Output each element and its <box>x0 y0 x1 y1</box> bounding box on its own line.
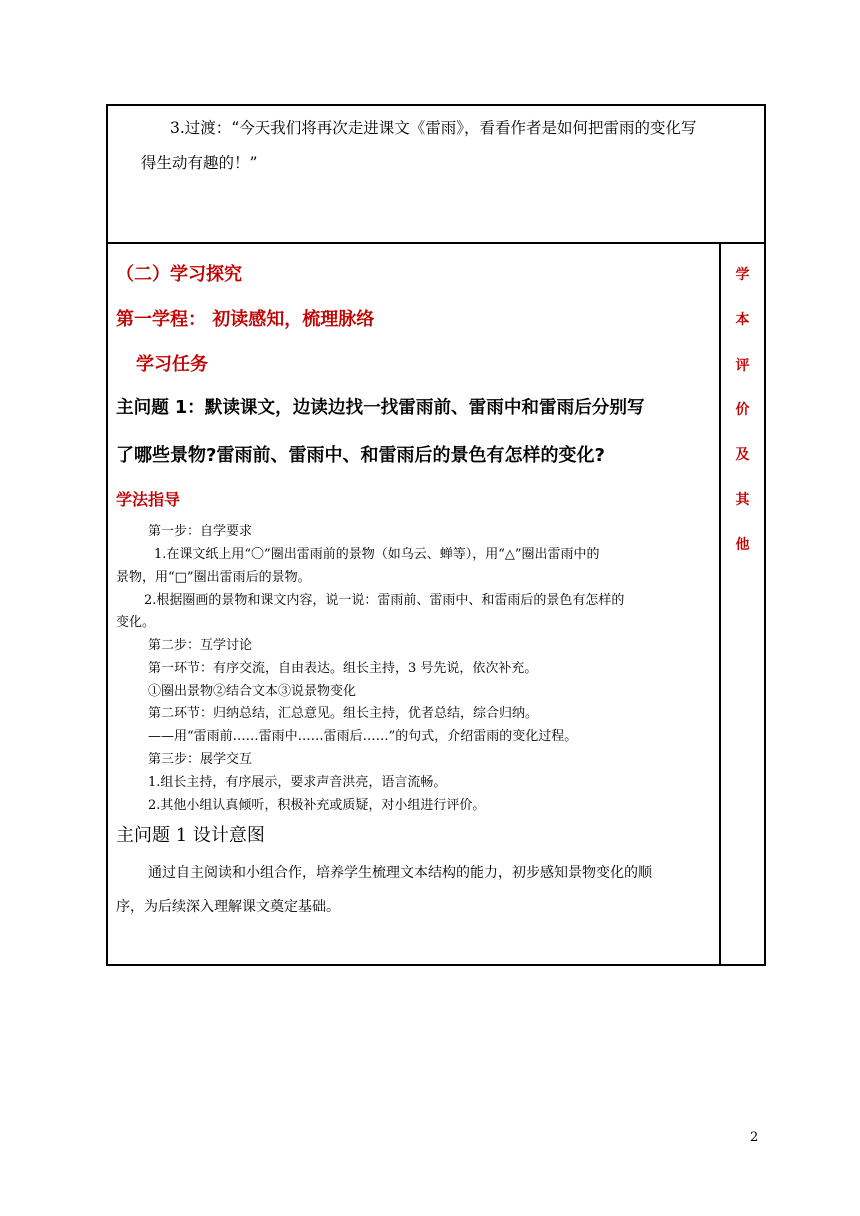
side-char: 本 <box>735 312 750 328</box>
side-char: 他 <box>735 537 750 553</box>
side-char: 评 <box>735 358 750 374</box>
step-line: 第二步：互学讨论 <box>148 638 253 653</box>
step-line: 景物，用“□”圈出雷雨后的景物。 <box>116 570 311 585</box>
step-line: ①圈出景物②结合文本③说景物变化 <box>148 684 357 699</box>
step-line: 1.组长主持，有序展示，要求声音洪亮，语言流畅。 <box>148 775 447 790</box>
evaluation-column <box>721 244 764 964</box>
task-title: 学习任务 <box>136 354 208 375</box>
step-line: 第一步：自学要求 <box>148 524 253 539</box>
step-line: 第一环节：有序交流，自由表达。组长主持，3 号先说，依次补充。 <box>148 661 538 676</box>
section-title: （二）学习探究 <box>116 264 242 285</box>
lesson-table <box>106 104 766 966</box>
design-line-2: 序，为后续深入理解课文奠定基础。 <box>116 899 340 915</box>
step-line: 第三步：展学交互 <box>148 752 253 767</box>
side-char: 价 <box>735 402 750 418</box>
page-number: 2 <box>750 1130 759 1145</box>
side-char: 及 <box>735 447 750 463</box>
transition-cell <box>108 106 764 242</box>
step-line: 1.在课文纸上用“〇”圈出雷雨前的景物（如乌云、蝉等），用“△”圈出雷雨中的 <box>154 547 600 562</box>
side-char: 学 <box>735 267 750 283</box>
step-line: ——用“雷雨前……雷雨中……雷雨后……”的句式，介绍雷雨的变化过程。 <box>148 729 578 744</box>
design-title: 主问题 1 设计意图 <box>116 825 265 846</box>
stage-title: 第一学程： 初读感知，梳理脉络 <box>116 309 375 330</box>
step-line: 变化。 <box>116 615 156 630</box>
main-question-line-2: 了哪些景物?雷雨前、雷雨中、和雷雨后的景色有怎样的变化? <box>116 445 605 466</box>
side-char: 其 <box>735 492 750 508</box>
step-line: 第二环节：归纳总结，汇总意见。组长主持，优者总结，综合归纳。 <box>148 706 539 721</box>
step-line: 2.根据圈画的景物和课文内容，说一说：雷雨前、雷雨中、和雷雨后的景色有怎样的 <box>144 593 625 608</box>
main-question-line-1: 主问题 1：默读课文，边读边找一找雷雨前、雷雨中和雷雨后分别写 <box>116 398 645 418</box>
design-line-1: 通过自主阅读和小组合作，培养学生梳理文本结构的能力，初步感知景物变化的顺 <box>148 865 652 881</box>
transition-line-1: 3.过渡：“今天我们将再次走进课文《雷雨》，看看作者是如何把雷雨的变化写 <box>170 119 697 137</box>
transition-line-2: 得生动有趣的！” <box>141 154 258 172</box>
step-line: 2.其他小组认真倾听，积极补充或质疑，对小组进行评价。 <box>148 798 486 813</box>
study-inquiry-cell <box>108 244 719 964</box>
method-title: 学法指导 <box>116 490 181 509</box>
